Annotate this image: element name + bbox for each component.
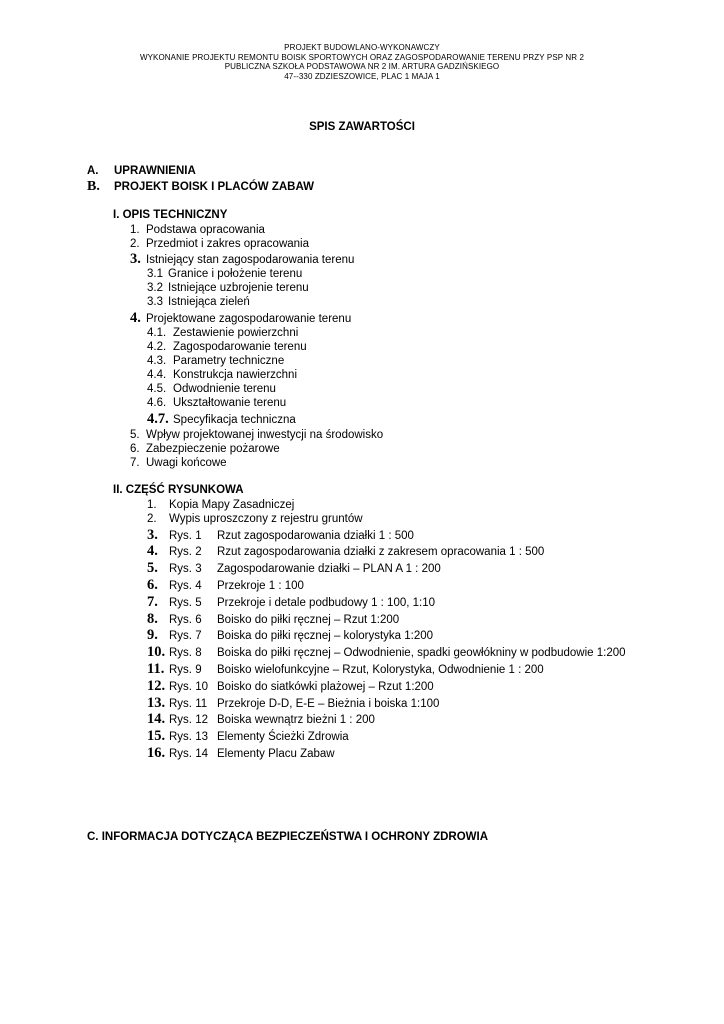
item-text: Specyfikacja techniczna <box>173 414 296 426</box>
header-line-1: PROJEKT BUDOWLANO-WYKONAWCZY <box>284 43 440 52</box>
item-rys: Rys. 12 <box>169 714 208 726</box>
item-number: 4. <box>147 543 158 559</box>
item-rys: Rys. 1 <box>169 530 202 542</box>
list-item <box>147 561 441 576</box>
item-rys: Rys. 9 <box>169 664 202 676</box>
item-text: Rzut zagospodarowania działki z zakresem opracowania 1 : 500 <box>217 546 545 558</box>
section-b-label: PROJEKT BOISK I PLACÓW ZABAW <box>114 181 314 193</box>
item-text: Boisko do piłki ręcznej – Rzut 1:200 <box>217 614 400 626</box>
item-text: Istniejąca zieleń <box>168 296 250 308</box>
list-item <box>147 382 276 396</box>
list-item <box>130 428 383 442</box>
list-item <box>147 628 433 643</box>
item-number: 12. <box>147 678 166 694</box>
item-text: Elementy Placu Zabaw <box>217 748 335 760</box>
item-number: 9. <box>147 627 158 643</box>
item-text: Rzut zagospodarowania działki 1 : 500 <box>217 530 414 542</box>
item-rys: Rys. 5 <box>169 597 202 609</box>
item-text: Projektowane zagospodarowanie terenu <box>146 313 352 325</box>
item-number: 13. <box>147 695 166 711</box>
item-number: 4.1. <box>147 327 167 339</box>
item-number: 5. <box>130 429 140 441</box>
item-number: 4.7. <box>147 411 169 427</box>
list-item <box>147 412 296 427</box>
item-number: 10. <box>147 644 166 660</box>
section-a-letter: A. <box>87 165 99 177</box>
item-number: 15. <box>147 728 166 744</box>
item-number: 3.2 <box>147 282 163 294</box>
list-item <box>147 544 544 559</box>
list-item <box>147 512 363 526</box>
list-item <box>130 237 309 251</box>
list-item <box>147 746 335 761</box>
part-ii-heading: II. CZĘŚĆ RYSUNKOWA <box>113 484 244 496</box>
item-text: Konstrukcja nawierzchni <box>173 369 298 381</box>
item-number: 4.5. <box>147 383 167 395</box>
item-rys: Rys. 11 <box>169 698 208 710</box>
list-item <box>147 528 414 543</box>
list-item <box>147 679 434 694</box>
list-item <box>147 281 309 295</box>
item-text: Uwagi końcowe <box>146 457 227 469</box>
item-text: Wpływ projektowanej inwestycji na środowisko <box>146 429 384 441</box>
item-number: 4.3. <box>147 355 167 367</box>
list-item <box>147 712 375 727</box>
item-text: Przedmiot i zakres opracowania <box>146 238 309 250</box>
item-text: Wypis uproszczony z rejestru gruntów <box>169 513 363 525</box>
part-i-heading: I. OPIS TECHNICZNY <box>113 209 228 221</box>
item-number: 3. <box>130 251 141 267</box>
page-title: SPIS ZAWARTOŚCI <box>309 121 415 133</box>
list-item <box>147 645 626 660</box>
list-item <box>147 729 349 744</box>
item-text: Boiska do piłki ręcznej – kolorystyka 1:200 <box>217 630 434 642</box>
list-item <box>147 340 307 354</box>
item-rys: Rys. 3 <box>169 563 202 575</box>
item-rys: Rys. 10 <box>169 681 208 693</box>
item-number: 14. <box>147 711 166 727</box>
item-text: Granice i położenie terenu <box>168 268 303 280</box>
header-line-2: WYKONANIE PROJEKTU REMONTU BOISK SPORTOWYCH ORAZ ZAGOSPODAROWANIE TERENU PRZY PSP NR 2 <box>139 52 585 62</box>
list-item <box>130 252 354 267</box>
item-rys: Rys. 2 <box>169 546 202 558</box>
item-number: 4.6. <box>147 397 167 409</box>
item-text: Podstawa opracowania <box>146 224 265 236</box>
item-text: Ukształtowanie terenu <box>173 397 287 409</box>
section-b <box>87 179 314 195</box>
item-number: 4.4. <box>147 369 167 381</box>
item-number: 7. <box>130 457 140 469</box>
list-item <box>147 578 304 593</box>
list-item <box>147 396 286 410</box>
item-rys: Rys. 8 <box>169 647 202 659</box>
item-text: Boiska do piłki ręcznej – Odwodnienie, spadki geowłókniny w podbudowie 1:200 <box>217 647 626 659</box>
list-item <box>147 696 439 711</box>
header-line-4: 47--330 ZDZIESZOWICE, PLAC 1 MAJA 1 <box>284 71 440 81</box>
list-item <box>147 326 298 340</box>
item-rys: Rys. 6 <box>169 614 202 626</box>
list-item <box>130 223 265 237</box>
list-item <box>147 662 544 677</box>
item-text: Istniejący stan zagospodarowania terenu <box>146 254 355 266</box>
item-text: Parametry techniczne <box>173 355 285 367</box>
item-text: Boisko wielofunkcyjne – Rzut, Kolorystyka, Odwodnienie 1 : 200 <box>217 664 544 676</box>
item-number: 2. <box>130 238 140 250</box>
item-rys: Rys. 4 <box>169 580 202 592</box>
item-text: Zestawienie powierzchni <box>173 327 299 339</box>
item-number: 3.1 <box>147 268 163 280</box>
item-number: 6. <box>147 577 158 593</box>
item-text: Przekroje 1 : 100 <box>217 580 304 592</box>
item-number: 3. <box>147 527 158 543</box>
item-number: 11. <box>147 661 165 677</box>
list-item <box>147 498 294 512</box>
list-item <box>147 612 399 627</box>
item-text: Przekroje i detale podbudowy 1 : 100, 1:10 <box>217 597 436 609</box>
document-header <box>0 43 724 81</box>
section-a <box>87 165 196 177</box>
list-item <box>130 311 351 326</box>
item-text: Boiska wewnątrz bieżni 1 : 200 <box>217 714 375 726</box>
item-rys: Rys. 13 <box>169 731 208 743</box>
item-rys: Rys. 14 <box>169 748 208 760</box>
item-number: 5. <box>147 560 158 576</box>
item-text: Zabezpieczenie pożarowe <box>146 443 280 455</box>
list-item <box>147 354 284 368</box>
item-text: Kopia Mapy Zasadniczej <box>169 499 295 511</box>
list-item <box>130 456 227 470</box>
item-number: 1. <box>147 499 157 511</box>
list-item <box>130 442 280 456</box>
list-item <box>147 295 250 309</box>
item-number: 1. <box>130 224 140 236</box>
item-text: Przekroje D-D, E-E – Bieżnia i boiska 1:100 <box>217 698 440 710</box>
list-item <box>147 267 302 281</box>
section-a-label: UPRAWNIENIA <box>114 165 196 177</box>
item-text: Zagospodarowanie działki – PLAN A 1 : 200 <box>217 563 441 575</box>
item-text: Boisko do siatkówki plażowej – Rzut 1:200 <box>217 681 434 693</box>
section-c: C. INFORMACJA DOTYCZĄCA BEZPIECZEŃSTWA I OCHRONY ZDROWIA <box>87 831 489 843</box>
item-rys: Rys. 7 <box>169 630 202 642</box>
header-line-3: PUBLICZNA SZKOŁA PODSTAWOWA NR 2 IM. ARTURA GADZIŃSKIEGO <box>224 62 500 71</box>
list-item <box>147 595 435 610</box>
item-number: 6. <box>130 443 140 455</box>
item-number: 16. <box>147 745 166 761</box>
item-text: Istniejące uzbrojenie terenu <box>168 282 309 294</box>
item-number: 8. <box>147 611 158 627</box>
item-number: 4. <box>130 310 141 326</box>
item-number: 7. <box>147 594 158 610</box>
item-text: Odwodnienie terenu <box>173 383 276 395</box>
item-text: Elementy Ścieżki Zdrowia <box>217 731 349 743</box>
item-text: Zagospodarowanie terenu <box>173 341 307 353</box>
list-item <box>147 368 297 382</box>
item-number: 4.2. <box>147 341 167 353</box>
item-number: 3.3 <box>147 296 163 308</box>
section-b-letter: B. <box>87 179 100 194</box>
item-number: 2. <box>147 513 157 525</box>
